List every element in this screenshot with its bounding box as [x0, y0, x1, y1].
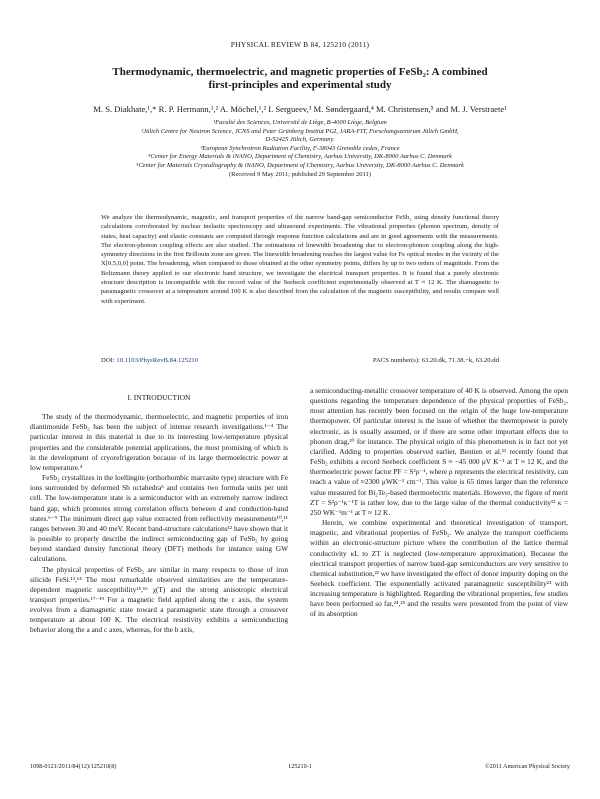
- paragraph: The physical properties of FeSb₂ are similar in many respects to those of iron silicide FeSi.¹³,¹⁴ The most remarkable observed similarities are the temperature-dependent magnetic susceptibility¹⁵,¹⁶ χ(T) and the strong anisotropic electrical transport properties.¹⁷⁻¹⁹ For a magnetic field applied along the c axis, the system evolves from a diamagnetic state toward a paramagnetic state through a crossover temperature at about 100 K. The electrical resistivity exhibits a semiconducting behavior along the a and c axes, whereas, for the b axis,: [30, 564, 288, 635]
- affiliation-4: ⁴Center for Energy Materials & iNANO, Department of Chemistry, Aarhus University, DK-8000 Aarhus C. Denmark: [148, 153, 452, 161]
- paragraph: a semiconducting-metallic crossover temperature of 40 K is observed. Among the open questions regarding the temperature dependence of the physical properties of FeSb₂, most attention has recently been focused on the origin of the huge low-temperature thermopower. Of particular interest is the issue of whether the thermopower is purely electronic, as is usually assumed, or if there are some other important effects due to phonon drag,²⁰ for instance. The physical origin of this phenomenon is in fact not yet clarified. Adding to properties observed earlier, Bentien et al.²¹ recently found that FeSb₂ exhibits a record Seebeck coefficient S ≈ −45 000 μV K⁻¹ at T ≈ 12 K, and the thermoelectric power factor PF = S²ρ⁻¹, where ρ represents the electrical resistivity, can reach a value of ≈2300 μWK⁻² cm⁻¹. This value is 65 times larger than the reference value measured for Bi₂Te₃-based thermoelectric materials. However, the figure of merit ZT = S²ρ⁻¹κ⁻¹T is rather low, due to the large value of the thermal conductivity¹² κ = 250 WK⁻¹m⁻¹ at T ≈ 12 K.: [310, 386, 568, 517]
- copyright: ©2011 American Physical Society: [484, 763, 570, 770]
- affiliation-3: ³European Synchrotron Radiation Facility, F-38043 Grenoble cedex, France: [200, 144, 400, 152]
- doi-line: [101, 357, 198, 364]
- paragraph: FeSb₂ crystallizes in the loellingite (orthorhombic marcasite type) structure with Fe ions surrounded by deformed Sb octahedra⁵ and contains two formula units per unit cell. The low-temperature state is a semiconductor with an extremely narrow indirect band gap, which promotes strong correlation effects between d and conduction-band states.⁶⁻⁹ The minimum direct gap value extracted from reflectivity measurements¹⁰,¹¹ ranges between 30 and 40 meV. Recent band-structure calculations¹² have shown that it is possible to properly describe the indirect semiconducting gap of FeSb₂ by going beyond standard density functional theory (DFT) methods for instance using GW calculations.: [30, 473, 288, 564]
- affiliation-2-cont: D-52425 Jülich, Germany.: [265, 136, 335, 144]
- affiliations: [40, 119, 560, 179]
- abstract: We analyze the thermodynamic, magnetic, and transport properties of the narrow band-gap semiconductor FeSb₂ using density functional theory calculations corroborated by nuclear inelastic spectroscopy and ultrasound experiments. The vibrational properties (phonon spectrum, density of states, heat capacity) and elastic constants are computed through response function calculations and are in good agreements with the measurements. The electron-phonon coupling effects are also studied. The estimations of linewidth broadening due to electron-phonon coupling along the high-symmetry directions in the first Brillouin zone are given. The linewidth broadening reaches the largest value for Fe optical modes in the vicinity of the X[0.5,0,0] point. The broadening, when compared to those obtained at the other symmetry points, differs by up to two orders of magnitude. From the Boltzmann theory applied to our electronic band structure, we investigate the electrical transport properties. It is found that a purely electronic structure description is incompatible with the record value of the Seebeck coefficient experimentally observed at T ≈ 12 K. The diamagnetic to paramagnetic crossover at a temperature around 100 K is also described from the calculation of the magnetic susceptibility, and results compare well with experiment.: [101, 214, 499, 305]
- left-column: [30, 386, 288, 636]
- footer-code: 1098-0121/2011/84(12)/125210(8): [30, 763, 117, 770]
- pacs-numbers: PACS number(s): 63.20.dk, 71.38.−k, 63.20.dd: [372, 357, 499, 364]
- title-line-2: first-principles and experimental study: [208, 79, 392, 91]
- doi-label: DOI:: [101, 357, 115, 364]
- received-date: (Received 9 May 2011; published 29 September 2011): [229, 170, 371, 178]
- author-list: M. S. Diakhate,¹,* R. P. Hermann,¹,² A. Möchel,¹,² I. Sergueev,³ M. Søndergaard,⁴ M. Christensen,⁵ and M. J. Verstraete¹: [93, 104, 507, 114]
- paper-title: [80, 66, 520, 92]
- affiliation-1: ¹Faculté des Sciences, Université de Liège, B-4000 Liège, Belgium: [213, 119, 387, 126]
- title-line-1: Thermodynamic, thermoelectric, and magnetic properties of FeSb₂: A combined: [112, 66, 488, 78]
- section-heading: I. INTRODUCTION: [127, 393, 191, 402]
- right-column: [310, 386, 568, 620]
- affiliation-2: ²Jülich Centre for Neutron Science, JCNS and Peter Grünberg Institut PGI, JARA-FIT, Forschungszentrum Jülich GmbH,: [141, 127, 459, 135]
- paragraph: Herein, we combine experimental and theoretical investigation of transport, magnetic, and vibrational properties of FeSb₂. We analyze the transport coefficients within an electronic-structure picture where the contribution of the lattice thermal conductivity κL to ZT is neglected (low-temperature approximation). Because the electrical transport properties of narrow band-gap semiconductors are very sensitive to chemical substitution,²² we have investigated the effect of donor impurity doping on the Seebeck coefficient. The exponentially activated paramagnetic susceptibility²³ with increasing temperature is highlighted. Regarding the vibrational properties, few studies have been performed so far,²⁴,²⁵ and the results were presented from the point of view of its absorption: [310, 518, 568, 619]
- page-number: 125210-1: [288, 763, 312, 770]
- doi-link[interactable]: 10.1103/PhysRevB.84.125210: [116, 357, 199, 364]
- affiliation-5: ⁵Center for Materials Crystallography & iNANO, Department of Chemistry, Aarhus University, DK-8000 Aarhus C. Denmark: [136, 161, 464, 169]
- journal-header: PHYSICAL REVIEW B 84, 125210 (2011): [230, 40, 370, 49]
- paragraph: The study of the thermodynamic, thermoelectric, and magnetic properties of iron diantimonide FeSb₂ has been the subject of intense research investigations.¹⁻⁴ The particular interest in this material is due to its interesting low-temperature physical properties and the considerable potential applications, the most promising of which is in the development of cryorefrigeration because of its large thermoelectric power at low temperature.⁴: [30, 412, 288, 472]
